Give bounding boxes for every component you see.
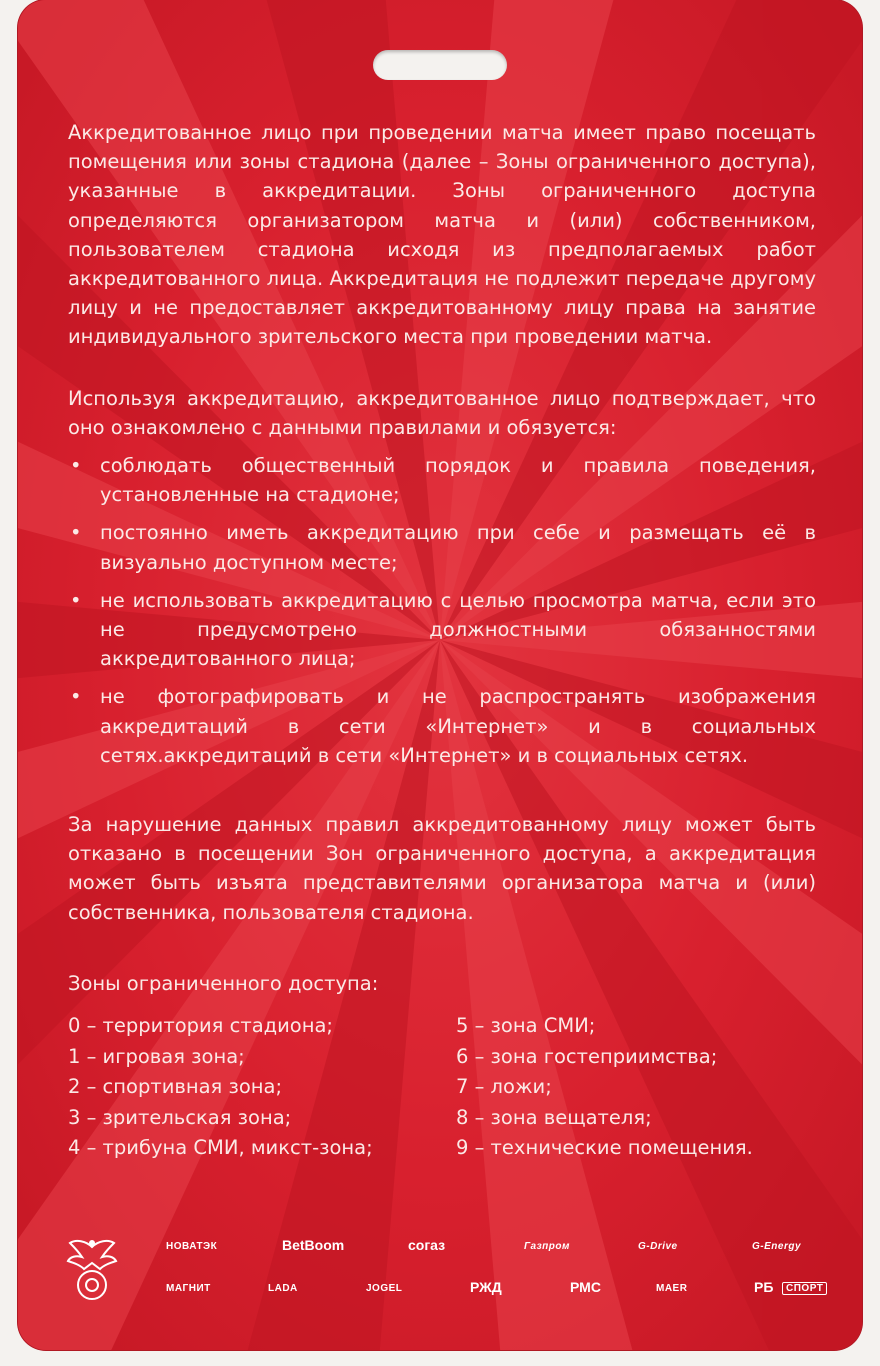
paragraph-obligations: Используя аккредитацию, аккредитованное лицо подтверждает, что оно ознакомлено с данными правилами и обязуется: <box>68 386 816 439</box>
sponsor-logo: MAER <box>656 1283 688 1294</box>
bullet-icon: • <box>70 685 82 709</box>
bullet-icon: • <box>70 588 82 612</box>
zones-list <box>68 1011 816 1164</box>
sponsor-logo: G-Drive <box>638 1241 678 1252</box>
zone-item: 4 – трибуна СМИ, микст-зона; <box>68 1136 373 1160</box>
zone-item: 5 – зона СМИ; <box>456 1014 596 1038</box>
zones-title: Зоны ограниченного доступа: <box>68 971 379 995</box>
sponsor-logo: согаз <box>408 1237 446 1253</box>
list-item: • постоянно иметь аккредитацию при себе и размещать её в визуально доступном месте; <box>68 518 816 576</box>
bullet-icon: • <box>70 521 82 545</box>
sponsor-logo: LADA <box>268 1283 298 1294</box>
sponsor-logo: РБ <box>754 1279 774 1295</box>
zone-item: 0 – территория стадиона; <box>68 1014 333 1038</box>
paragraph-violation: За нарушение данных правил аккредитованному лицу может быть отказано в посещении Зон ограниченного доступа, а аккредитация может быть изъята представителями организатора матча и (или) собственника, пользователя стадиона. <box>68 813 816 924</box>
sponsor-logo: СПОРТ <box>782 1282 827 1295</box>
sponsor-logo: НОВАТЭК <box>166 1241 218 1252</box>
eagle-emblem-icon <box>64 1233 120 1313</box>
sponsor-logo: РЖД <box>470 1279 502 1295</box>
sponsor-logos <box>18 1225 862 1325</box>
zones-column-left <box>68 1011 456 1164</box>
bullet-icon: • <box>70 454 82 478</box>
accreditation-card <box>18 0 862 1350</box>
zones-column-right <box>456 1011 753 1164</box>
sponsor-logo: G-Energy <box>752 1241 802 1252</box>
zone-item: 1 – игровая зона; <box>68 1044 245 1068</box>
lanyard-slot <box>373 50 507 80</box>
sponsor-logo: РМС <box>570 1279 601 1295</box>
rules-content <box>68 118 816 1164</box>
zone-item: 9 – технические помещения. <box>456 1136 753 1160</box>
zone-item: 8 – зона вещателя; <box>456 1105 652 1129</box>
list-item: • соблюдать общественный порядок и правила поведения, установленные на стадионе; <box>68 451 816 509</box>
list-item: • не фотографировать и не распространять изображения аккредитаций в сети «Интернет» и в социальных сетях.аккредитаций в сети «Интернет» и в социальных сетях. <box>68 682 816 770</box>
list-item: • не использовать аккредитацию с целью просмотра матча, если это не предусмотрено должностными обязанностями аккредитованного лица; <box>68 586 816 674</box>
zone-item: 6 – зона гостеприимства; <box>456 1044 718 1068</box>
sponsor-logo: МАГНИТ <box>166 1283 211 1294</box>
rules-list <box>68 451 816 770</box>
sponsor-logo: BetBoom <box>282 1237 345 1253</box>
paragraph-access: Аккредитованное лицо при проведении матча имеет право посещать помещения или зоны стадиона (далее – Зоны ограниченного доступа), указанные в аккредитации. Зоны ограниченного доступа определяются организатором матча и (или) собственником, пользователем стадиона исходя из предполагаемых работ аккредитованного лица. Аккредитация не подлежит передаче другому лицу и не предоставляет аккредитованному лицу права на занятие индивидуального зрительского места при проведении матча. <box>68 121 816 349</box>
sponsor-logo: JOGEL <box>366 1283 403 1294</box>
sponsor-logo: Газпром <box>524 1241 570 1252</box>
zone-item: 2 – спортивная зона; <box>68 1075 283 1099</box>
zone-item: 3 – зрительская зона; <box>68 1105 292 1129</box>
zone-item: 7 – ложи; <box>456 1075 552 1099</box>
